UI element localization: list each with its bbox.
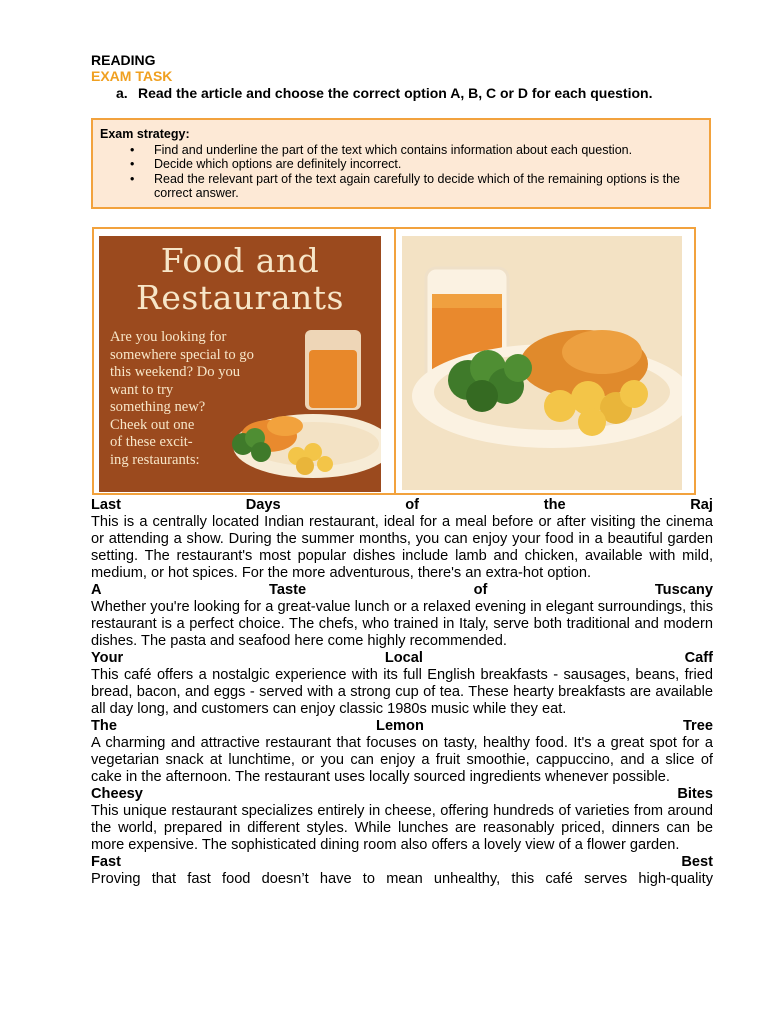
restaurant-title (91, 650, 713, 667)
restaurant-description: This café offers a nostalgic experience with its full English breakfasts - sausages, beans, fried bread, bacon, and eggs - served with a strong cup of tea. These hearty breakfasts are available all day long, and customers can enjoy classic 1980s music while they eat. (91, 667, 713, 717)
title-word: Taste (269, 582, 307, 598)
section-heading-exam-task: EXAM TASK (91, 68, 173, 84)
title-word: Local (384, 650, 423, 666)
title-word: Fast (91, 854, 122, 870)
title-word: Days (245, 497, 281, 513)
title-word: A (91, 582, 102, 598)
restaurant-description: This is a centrally located Indian restaurant, ideal for a meal before or after visiting the cinema or attending a show. During the summer months, you can enjoy your food in a beautiful garden setting. The restaurant's most popular dishes include lamb and chicken, available with mild, medium, or hot spices. For the more adventurous, there's an extra-hot option. (91, 514, 713, 581)
section-heading-reading: READING (91, 52, 156, 68)
restaurant-title (91, 582, 713, 599)
poster-line: want to try (110, 381, 174, 398)
restaurant-article (91, 497, 713, 888)
title-word: Tree (682, 718, 713, 734)
title-word: of (473, 582, 488, 598)
restaurant-description: Whether you're looking for a great-value lunch or a relaxed evening in elegant surroundings, this restaurant is a perfect choice. The chefs, who trained in Italy, serve both traditional and modern dishes. The pasta and seafood here come highly recommended. (91, 599, 713, 649)
restaurant-description: Proving that fast food doesn’t have to mean unhealthy, this café serves high-quality (91, 871, 713, 887)
restaurant-description: This unique restaurant specializes entirely in cheese, offering hundreds of varieties from around the world, prepared in different styles. While lunches are reasonably priced, dinners can be more expensive. The sophisticated dining room also offers a lovely view of a flower garden. (91, 803, 713, 853)
image-divider (394, 229, 396, 493)
strategy-item: • Decide which options are definitely incorrect. (130, 157, 701, 172)
poster-line: ing restaurants: (110, 451, 200, 468)
poster-title-line: Food and (160, 241, 320, 280)
title-word: Last (91, 497, 122, 513)
title-word: The (91, 718, 117, 734)
title-word: the (543, 497, 566, 513)
title-word: Lemon (376, 718, 424, 734)
strategy-list (100, 143, 701, 201)
article-images-frame (92, 227, 696, 495)
poster-line: of these excit- (110, 434, 193, 450)
strategy-title: Exam strategy: (100, 127, 190, 141)
food-poster-image (99, 236, 381, 492)
instruction-number: a. (116, 85, 128, 101)
title-word: Your (91, 650, 124, 666)
poster-line: this weekend? Do you (110, 364, 241, 380)
strategy-item: • Read the relevant part of the text again carefully to decide which of the remaining options is the correct answer. (130, 172, 701, 201)
restaurant-description: A charming and attractive restaurant that focuses on tasty, healthy food. It's a great spot for a vegetarian snack at lunchtime, or you can enjoy a fruit smoothie, cappuccino, and a slice of cake in the afternoon. The restaurant uses locally sourced ingredients whenever possible. (91, 735, 713, 785)
restaurant-title (91, 786, 713, 803)
title-word: of (405, 497, 420, 513)
meal-illustration-small (209, 326, 381, 492)
title-word: Tuscany (654, 582, 713, 598)
title-word: Raj (690, 497, 713, 513)
task-instruction (116, 85, 652, 101)
poster-line: something new? (110, 399, 206, 415)
exam-strategy-box (91, 118, 711, 209)
strategy-item: • Find and underline the part of the text which contains information about each question. (130, 143, 701, 158)
title-word: Bites (677, 786, 713, 802)
poster-title (99, 242, 381, 316)
meal-illustration-large (402, 236, 682, 490)
title-word: Best (681, 854, 713, 870)
meal-photo-image (402, 236, 682, 490)
restaurant-title (91, 497, 713, 514)
instruction-text: Read the article and choose the correct option A, B, C or D for each question. (138, 85, 653, 101)
poster-title-line: Restaurants (136, 278, 344, 317)
title-word: Caff (684, 650, 713, 666)
poster-line: Cheek out one (110, 416, 195, 433)
poster-line: somewhere special to go (110, 346, 254, 363)
restaurant-title (91, 718, 713, 735)
title-word: Cheesy (91, 786, 143, 802)
restaurant-title (91, 854, 713, 871)
poster-line: Are you looking for (110, 329, 227, 345)
